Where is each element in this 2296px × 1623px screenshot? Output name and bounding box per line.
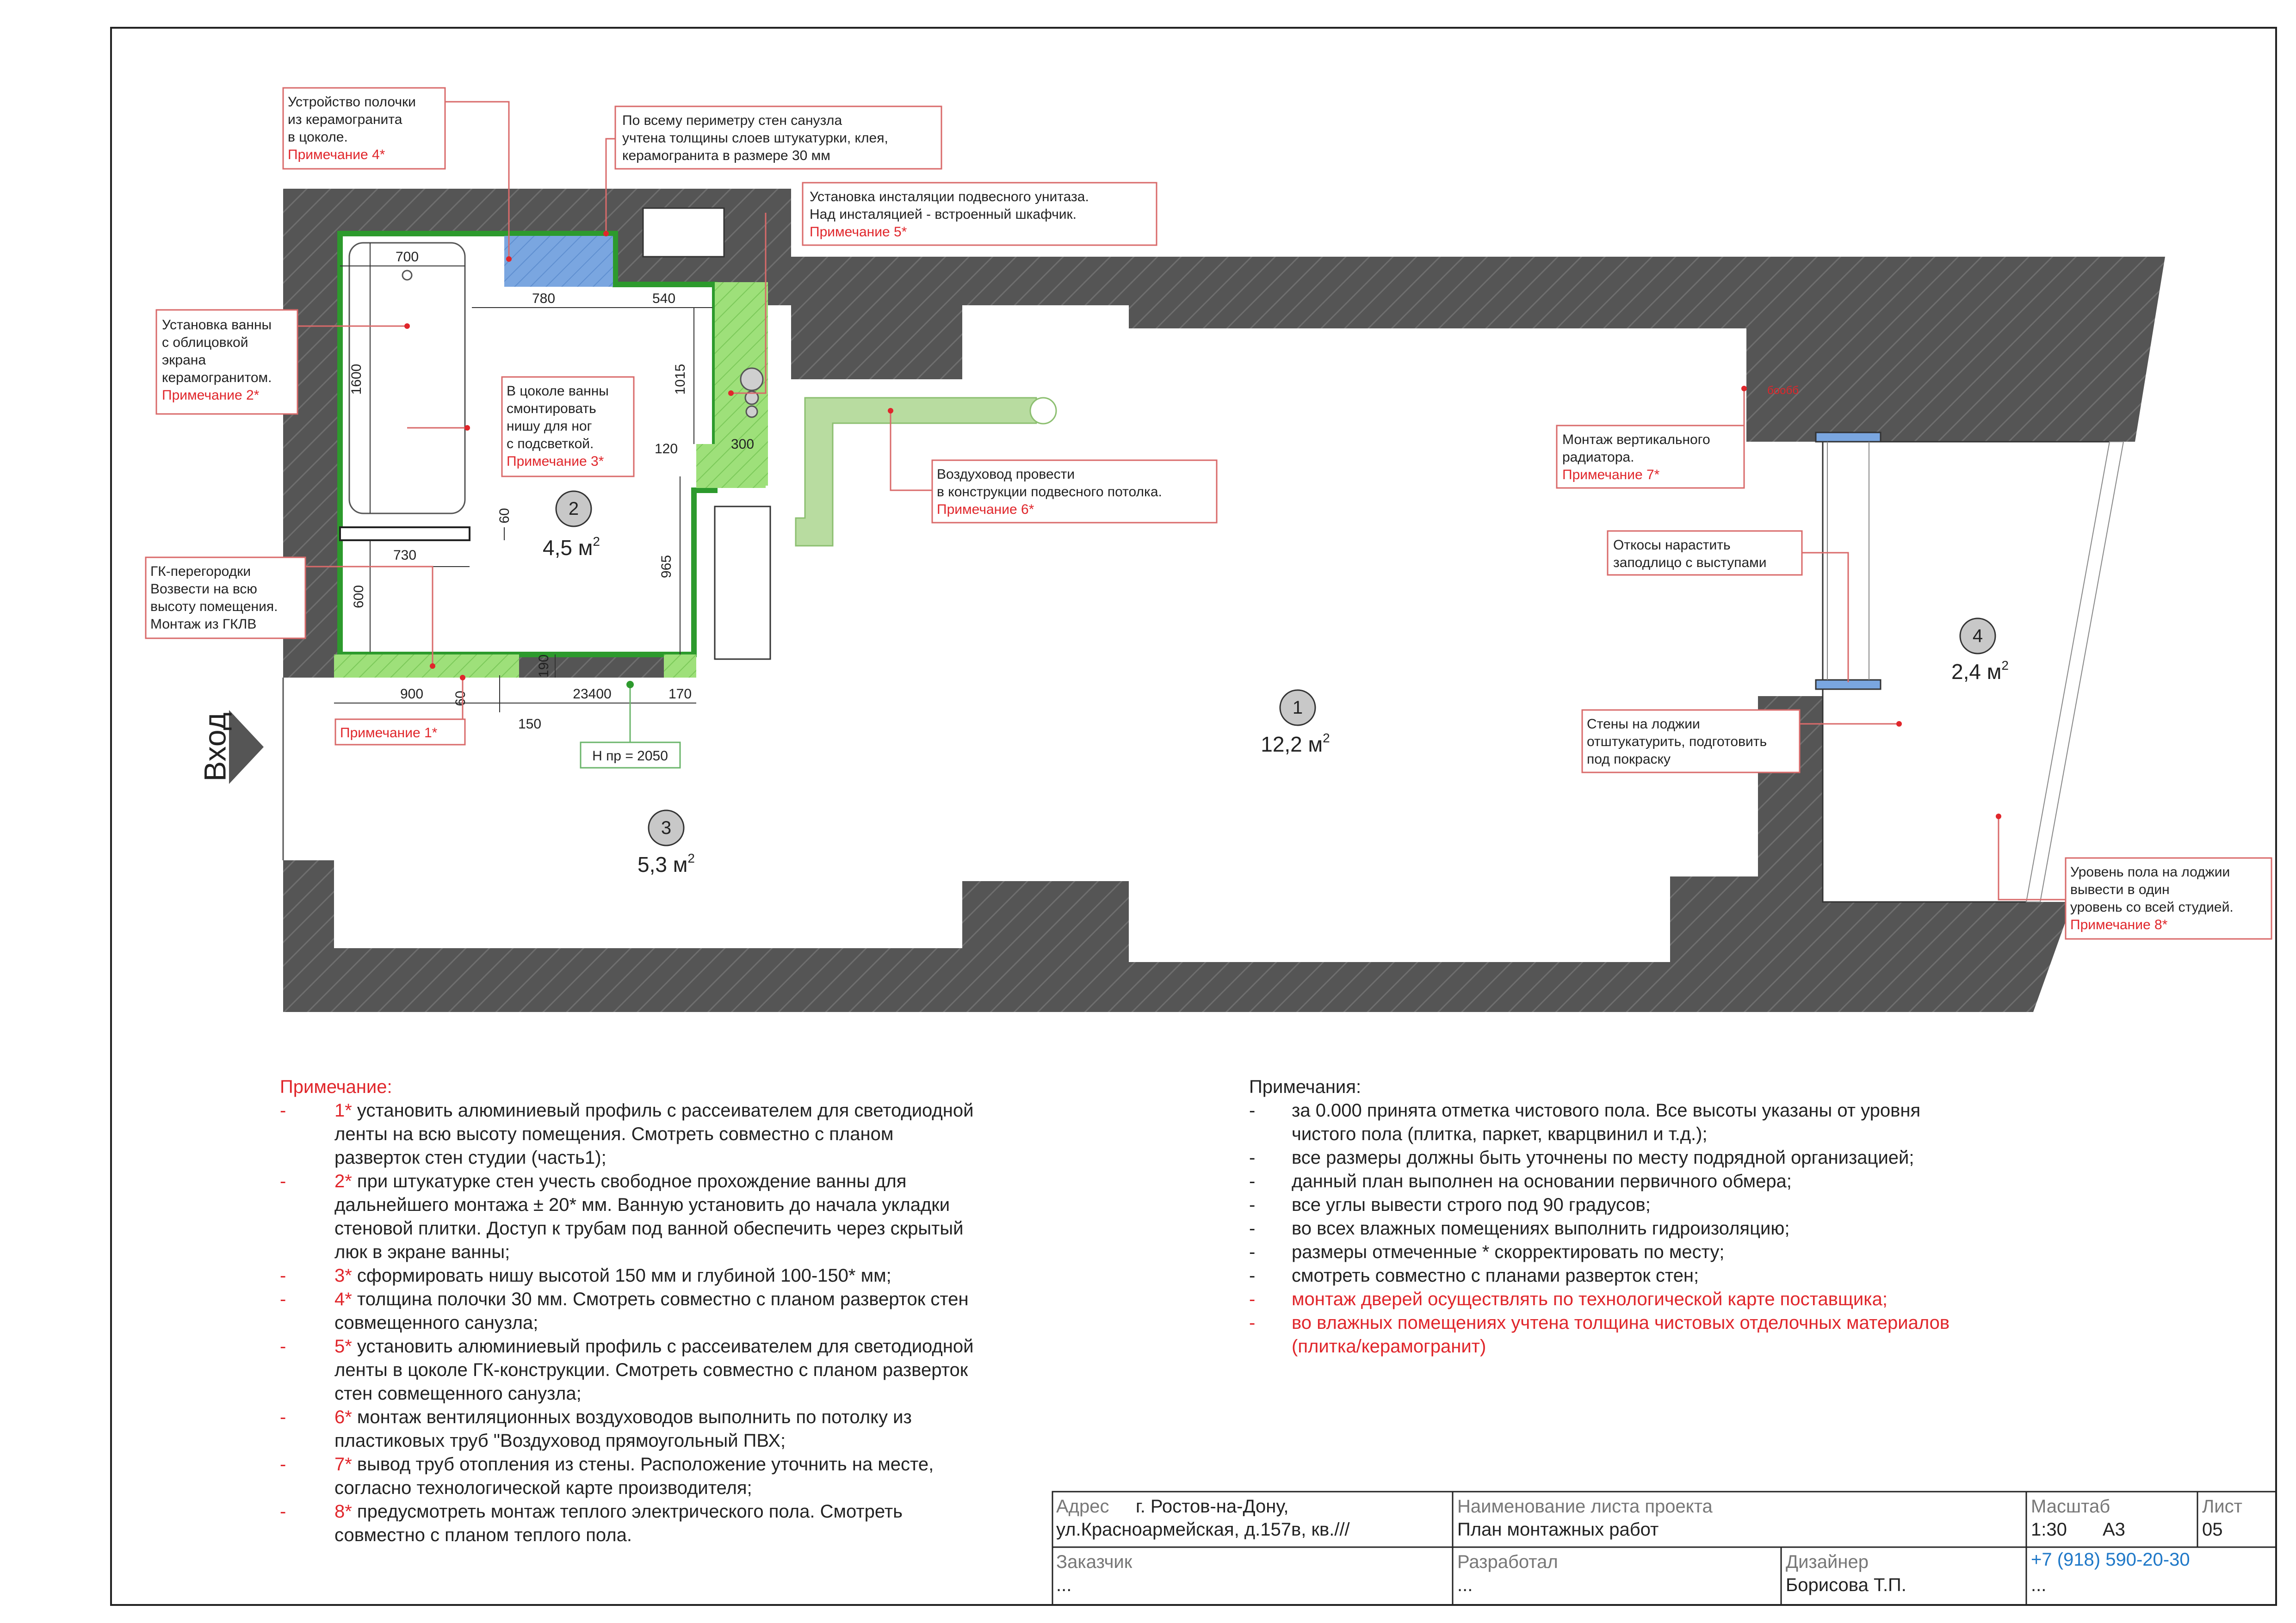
sheet-name-label: Наименование листа проекта	[1457, 1496, 1713, 1517]
note-item: - 4* толщина полочки 30 мм. Смотреть совместно с планом разверток стен	[280, 1289, 969, 1309]
svg-text:керамогранитом.: керамогранитом.	[162, 370, 272, 385]
scale-value: 1:30	[2031, 1519, 2067, 1540]
svg-text:В цоколе ванны: В цоколе ванны	[507, 383, 609, 399]
callout-bath	[156, 310, 297, 414]
designer-value: Борисова Т.П.	[1786, 1575, 1906, 1595]
dim-label: 120	[654, 441, 678, 457]
callout-loggia-floor	[2066, 858, 2271, 939]
note-item-continued: дальнейшего монтажа ± 20* мм. Ванную установить до начала укладки	[334, 1195, 950, 1215]
svg-text:Примечание 5*: Примечание 5*	[810, 224, 907, 240]
dim-label: 190	[536, 654, 551, 678]
callout-perimeter	[615, 106, 941, 169]
general-note-continued: (плитка/керамогранит)	[1292, 1336, 1486, 1357]
general-note-item: - все размеры должны быть уточнены по месту подрядной организацией;	[1249, 1148, 1914, 1168]
ceramic-shelf	[504, 236, 613, 287]
svg-text:смонтировать: смонтировать	[507, 401, 596, 416]
svg-text:Устройство полочки: Устройство полочки	[288, 94, 416, 110]
note-item: - 7* вывод труб отопления из стены. Расположение уточнить на месте,	[280, 1454, 934, 1475]
svg-text:под покраску: под покраску	[1587, 752, 1671, 767]
svg-text:отштукатурить, подготовить: отштукатурить, подготовить	[1587, 734, 1767, 749]
dim-label: 1015	[673, 364, 688, 395]
sheet-label: Лист	[2202, 1496, 2242, 1517]
room-area: 12,2 $м^2$	[1261, 731, 1330, 756]
svg-text:заподлицо с выступами: заподлицо с выступами	[1613, 555, 1767, 570]
dim-label: 600	[351, 585, 366, 609]
svg-text:Примечание 4*: Примечание 4*	[288, 147, 385, 162]
entrance-opening	[283, 678, 334, 860]
drain-icon	[746, 406, 757, 417]
general-note-item: - за 0.000 принята отметка чистового пола. Все высоты указаны от уровня	[1249, 1100, 1921, 1121]
developer-label: Разработал	[1457, 1552, 1558, 1572]
developer-value: ...	[1457, 1575, 1473, 1595]
callout-slopes	[1608, 531, 1802, 575]
svg-text:Примечание 1*: Примечание 1*	[340, 725, 438, 741]
address-line1: г. Ростов-на-Дону,	[1136, 1496, 1289, 1517]
general-note-item: - смотреть совместно с планами разверток стен;	[1249, 1265, 1699, 1286]
note-item-continued: люк в экране ванны;	[334, 1242, 510, 1262]
dim-label: 780	[532, 291, 556, 306]
callout-shelf	[283, 88, 445, 169]
callout-note1	[335, 719, 465, 745]
pillar-middle	[715, 506, 770, 659]
svg-text:керамогранита в размере 30 мм: керамогранита в размере 30 мм	[622, 148, 830, 163]
svg-text:Примечание 2*: Примечание 2*	[162, 388, 260, 403]
window-sill-top	[1816, 432, 1881, 442]
dim-label: 60	[497, 508, 512, 524]
dim-label: 170	[668, 686, 692, 702]
callout-gk	[146, 557, 305, 638]
general-note-item: - во всех влажных помещениях выполнить гидроизоляцию;	[1249, 1218, 1790, 1239]
door-height-label: Н пр = 2050	[592, 748, 668, 764]
general-note-item: - данный план выполнен на основании первичного обмера;	[1249, 1171, 1792, 1191]
note-item-continued: разверток стен студии (часть1);	[334, 1148, 606, 1168]
svg-text:Монтаж вертикального: Монтаж вертикального	[1562, 432, 1710, 447]
note-item: - 2* при штукатурке стен учесть свободное прохождение ванны для	[280, 1171, 907, 1191]
general-note-item: - все углы вывести строго под 90 градусов;	[1249, 1195, 1651, 1215]
svg-text:экрана: экрана	[162, 352, 206, 368]
extra-value: ...	[2031, 1575, 2047, 1595]
callout-niche	[502, 377, 634, 476]
svg-text:в цоколе.: в цоколе.	[288, 130, 348, 145]
svg-text:с облицовкой: с облицовкой	[162, 335, 248, 350]
dim-label: 900	[400, 686, 424, 702]
svg-text:Откосы нарастить: Откосы нарастить	[1613, 537, 1731, 553]
note-item-continued: ленты на всю высоту помещения. Смотреть совместно с планом	[334, 1124, 894, 1144]
note-item-continued: пластиковых труб "Воздуховод прямоугольный ПВХ;	[334, 1431, 786, 1451]
note-item-continued: совместно с планом теплого пола.	[334, 1525, 632, 1545]
dim-label: 965	[659, 555, 674, 579]
svg-text:По всему периметру стен санузл: По всему периметру стен санузла	[622, 113, 842, 128]
notes-left-list	[280, 1099, 1066, 1547]
dim-label: 23400	[573, 686, 612, 702]
note-item: - 3* сформировать нишу высотой 150 мм и глубиной 100-150* мм;	[280, 1265, 891, 1286]
svg-text:Монтаж из ГКЛВ: Монтаж из ГКЛВ	[150, 617, 257, 632]
notes-right-title: Примечания:	[1249, 1077, 1362, 1097]
general-note-continued: чистого пола (плитка, паркет, кварцвинил и т.д.);	[1292, 1124, 1708, 1144]
svg-text:Примечание 8*: Примечание 8*	[2070, 917, 2168, 932]
general-note-item: - размеры отмеченные * скорректировать по месту;	[1249, 1242, 1725, 1262]
note-item: - 1* установить алюминиевый профиль с рассеивателем для светодиодной	[280, 1100, 974, 1121]
entrance-label: Вход	[198, 712, 232, 782]
room-number: 2	[568, 499, 579, 519]
svg-text:уровень со всей студией.: уровень со всей студией.	[2070, 900, 2234, 915]
callout-radiator	[1557, 426, 1744, 488]
room-area: 5,3 $м^2$	[637, 851, 695, 876]
designer-label: Дизайнер	[1786, 1552, 1869, 1572]
room-number: 3	[661, 818, 672, 838]
svg-text:учтена толщины слоев штукатурк: учтена толщины слоев штукатурки, клея,	[622, 130, 888, 146]
general-note-item: - монтаж дверей осуществлять по технологической карте поставщика;	[1249, 1289, 1888, 1309]
svg-text:радиатора.: радиатора.	[1562, 450, 1634, 465]
title-block	[1052, 1492, 2276, 1605]
svg-text:Уровень пола на лоджии: Уровень пола на лоджии	[2070, 864, 2230, 880]
svg-text:Стены на лоджии: Стены на лоджии	[1587, 716, 1700, 732]
dim-label: 730	[393, 548, 417, 563]
svg-text:Установка инсталяции подвесног: Установка инсталяции подвесного унитаза.	[810, 189, 1089, 204]
dim-label: 300	[730, 437, 755, 452]
sheet-value: 05	[2202, 1519, 2223, 1540]
dim-label: 60	[453, 691, 468, 706]
dim-label: 150	[518, 716, 542, 732]
room-number: 4	[1972, 626, 1983, 646]
gk-partition-right	[664, 654, 696, 678]
notes-left	[280, 1075, 1066, 1547]
pillar-top	[643, 208, 724, 257]
room-marker-3	[637, 810, 695, 876]
dim-label: 540	[652, 291, 676, 306]
svg-text:Воздуховод провести: Воздуховод провести	[937, 467, 1075, 482]
address-label: Адрес	[1056, 1496, 1109, 1517]
svg-text:Примечание 3*: Примечание 3*	[507, 454, 604, 469]
customer-label: Заказчик	[1056, 1552, 1133, 1572]
svg-text:Установка ванны: Установка ванны	[162, 317, 272, 333]
note-item: - 5* установить алюминиевый профиль с рассеивателем для светодиодной	[280, 1336, 974, 1357]
duct-outlet-icon	[1030, 398, 1056, 424]
notes-right	[1249, 1075, 2128, 1358]
note-item-continued: ленты в цоколе ГК-конструкции. Смотреть совместно с планом разверток	[334, 1360, 968, 1380]
gk-wall-stub	[340, 527, 470, 540]
scale-label: Масштаб	[2031, 1496, 2110, 1517]
svg-text:из керамогранита: из керамогранита	[288, 112, 402, 127]
note-item-continued: стен совмещенного санузла;	[334, 1383, 582, 1404]
svg-text:высоту помещения.: высоту помещения.	[150, 599, 278, 614]
general-note-item: - во влажных помещениях учтена толщина чистовых отделочных материалов	[1249, 1313, 1950, 1333]
svg-text:ГК-перегородки: ГК-перегородки	[150, 564, 251, 579]
dim-label: 1600	[349, 364, 364, 395]
gk-partition-left	[334, 654, 519, 678]
callout-installation	[803, 183, 1157, 245]
callout-loggia-walls	[1582, 710, 1800, 772]
notes-left-title: Примечание:	[280, 1077, 392, 1097]
phone-value: +7 (918) 590-20-30	[2031, 1549, 2190, 1570]
room-area: 2,4 $м^2$	[1951, 658, 2009, 684]
svg-text:нишу для ног: нишу для ног	[507, 419, 592, 434]
radiator-code: бообб	[1767, 384, 1799, 397]
address-line2: ул.Красноармейская, д.157в, кв.///	[1056, 1519, 1350, 1540]
callout-duct	[932, 460, 1217, 523]
room-area: 4,5 $м^2$	[543, 534, 600, 560]
svg-text:Примечание 7*: Примечание 7*	[1562, 467, 1660, 482]
note-item-continued: согласно технологической карте производителя;	[334, 1478, 752, 1498]
note-item-continued: стеновой плитки. Доступ к трубам под ванной обеспечить через скрытый	[334, 1218, 964, 1239]
customer-value: ...	[1056, 1575, 1072, 1595]
dim-label: 700	[395, 249, 419, 265]
svg-text:Примечание 6*: Примечание 6*	[937, 502, 1034, 517]
svg-text:вывести в один: вывести в один	[2070, 882, 2170, 897]
svg-text:Возвести на всю: Возвести на всю	[150, 581, 257, 597]
note-item: - 8* предусмотреть монтаж теплого электрического пола. Смотреть	[280, 1501, 903, 1522]
svg-text:в конструкции подвесного потол: в конструкции подвесного потолка.	[937, 484, 1162, 500]
note-item: - 6* монтаж вентиляционных воздуховодов выполнить по потолку из	[280, 1407, 912, 1427]
svg-text:с подсветкой.: с подсветкой.	[507, 436, 594, 451]
note-item-continued: совмещенного санузла;	[334, 1313, 538, 1333]
format-value: А3	[2103, 1519, 2125, 1540]
svg-text:Над инсталяцией - встроенный ш: Над инсталяцией - встроенный шкафчик.	[810, 207, 1077, 222]
notes-right-list	[1249, 1099, 2128, 1358]
entrance-arrow-icon	[229, 710, 264, 784]
room-number: 1	[1292, 697, 1303, 718]
toilet-icon	[741, 368, 763, 390]
room-marker-1	[1261, 690, 1330, 756]
sheet-name: План монтажных работ	[1457, 1519, 1659, 1540]
